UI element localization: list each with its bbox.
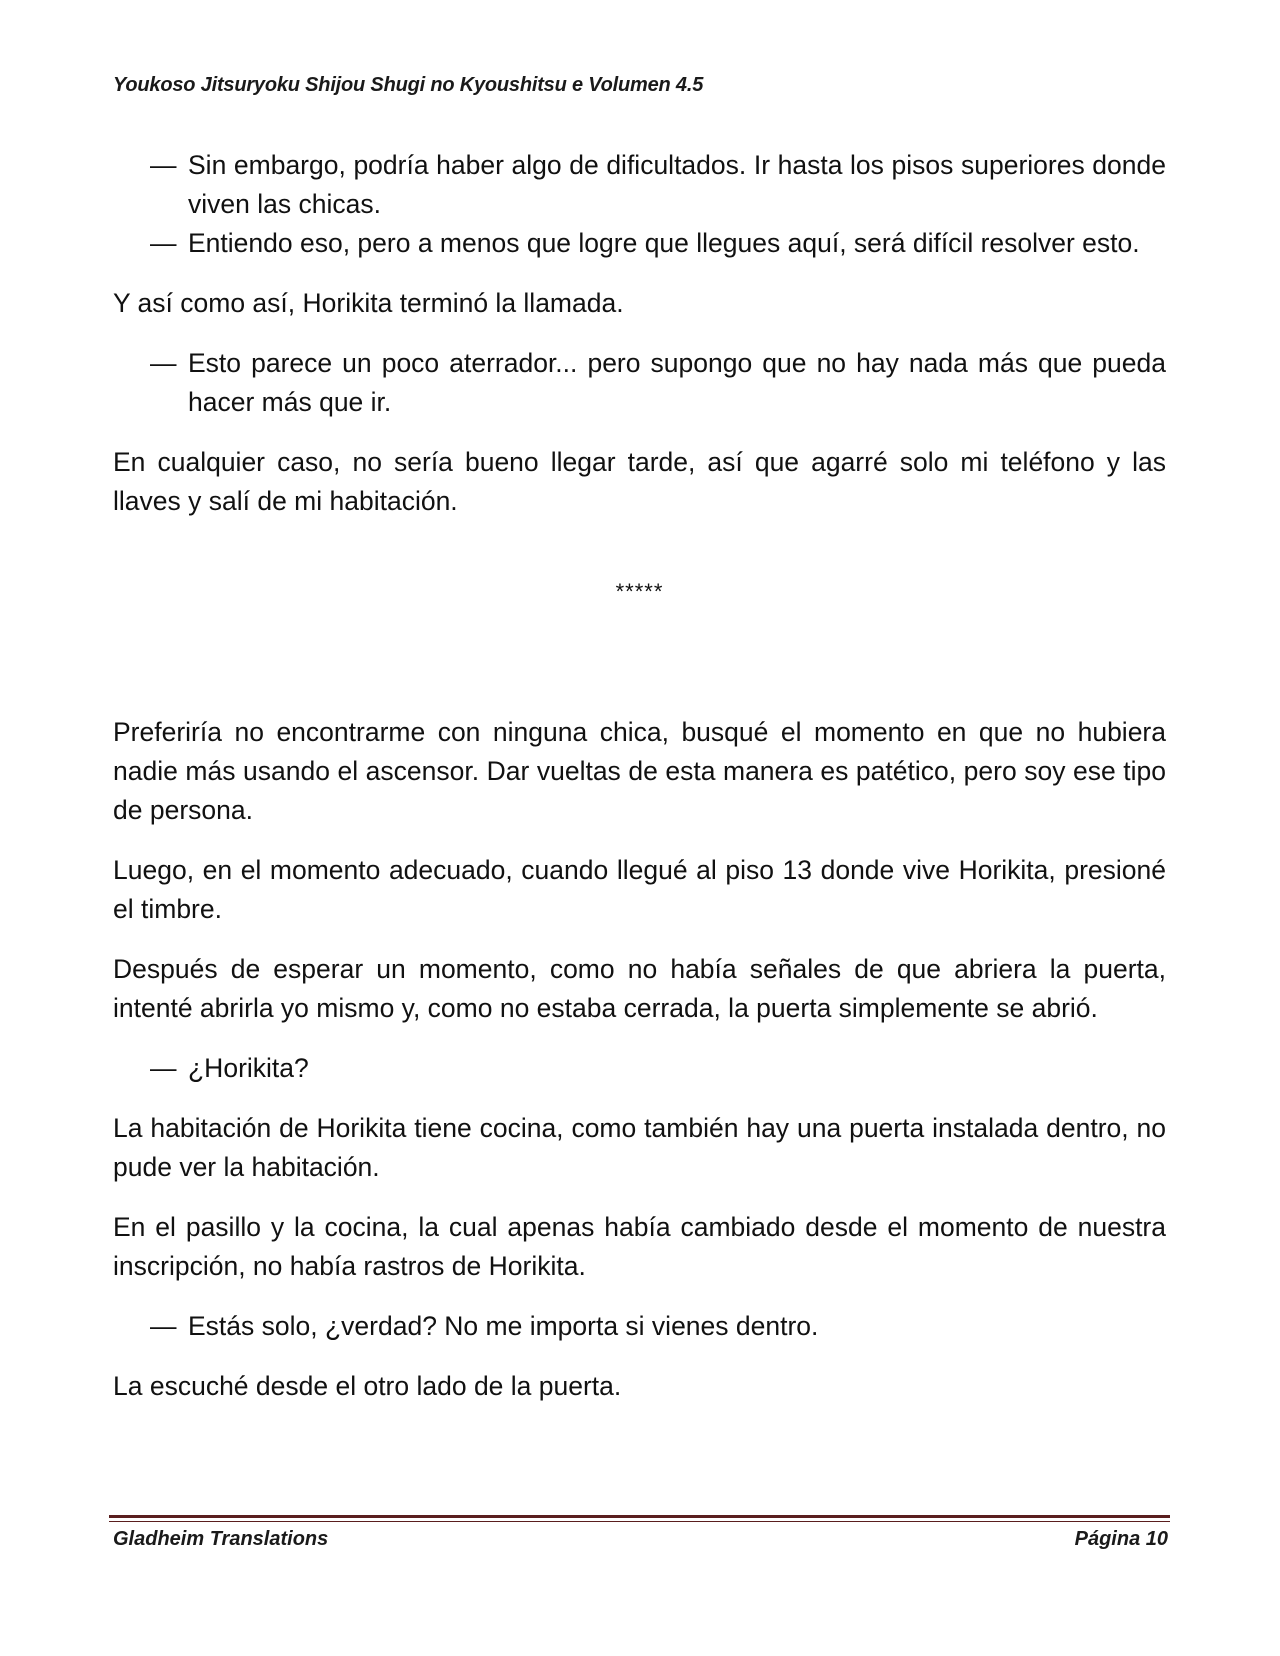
paragraph: La habitación de Horikita tiene cocina, como también hay una puerta instalada dentro, no pude ver la habitación.	[113, 1113, 1166, 1182]
dialogue-dash: —	[150, 228, 177, 258]
dialogue-dash: —	[150, 1311, 177, 1341]
paragraph: En el pasillo y la cocina, la cual apenas había cambiado desde el momento de nuestra inscripción, no había rastros de Horikita.	[113, 1212, 1166, 1281]
dialogue-dash: —	[150, 1053, 177, 1083]
scene-separator: *****	[615, 579, 664, 604]
dialogue-text: Entiendo eso, pero a menos que logre que llegues aquí, será difícil resolver esto.	[188, 228, 1140, 258]
dialogue-dash: —	[150, 348, 177, 378]
dialogue-line	[150, 1049, 1166, 1088]
dialogue-dash: —	[150, 150, 177, 180]
paragraph: Y así como así, Horikita terminó la llamada.	[113, 288, 624, 318]
dialogue-line	[150, 344, 1166, 422]
dialogue-line	[150, 146, 1166, 224]
page-body	[113, 146, 1166, 1427]
footer-rule-thin	[109, 1521, 1170, 1522]
footer-credit: Gladheim Translations	[113, 1528, 329, 1550]
paragraph: Preferiría no encontrarme con ninguna chica, busqué el momento en que no hubiera nadie más usando el ascensor. Dar vueltas de esta manera es patético, pero soy ese tipo de persona.	[113, 717, 1166, 825]
dialogue-text: Estás solo, ¿verdad? No me importa si vienes dentro.	[188, 1311, 819, 1341]
dialogue-line	[150, 224, 1166, 263]
dialogue-text: ¿Horikita?	[188, 1053, 309, 1083]
running-header: Youkoso Jitsuryoku Shijou Shugi no Kyoushitsu e Volumen 4.5	[113, 74, 704, 96]
paragraph: Luego, en el momento adecuado, cuando llegué al piso 13 donde vive Horikita, presioné el timbre.	[113, 855, 1166, 924]
dialogue-line	[150, 1307, 1166, 1346]
paragraph: La escuché desde el otro lado de la puerta.	[113, 1371, 622, 1401]
footer-rule	[109, 1515, 1170, 1518]
paragraph: Después de esperar un momento, como no había señales de que abriera la puerta, intenté abrirla yo mismo y, como no estaba cerrada, la puerta simplemente se abrió.	[113, 954, 1166, 1023]
dialogue-text: Sin embargo, podría haber algo de dificultados. Ir hasta los pisos superiores donde viven las chicas.	[188, 150, 1166, 219]
page-number: Página 10	[1074, 1528, 1168, 1550]
paragraph: En cualquier caso, no sería bueno llegar tarde, así que agarré solo mi teléfono y las llaves y salí de mi habitación.	[113, 447, 1166, 516]
dialogue-text: Esto parece un poco aterrador... pero supongo que no hay nada más que pueda hacer más que ir.	[188, 348, 1166, 417]
